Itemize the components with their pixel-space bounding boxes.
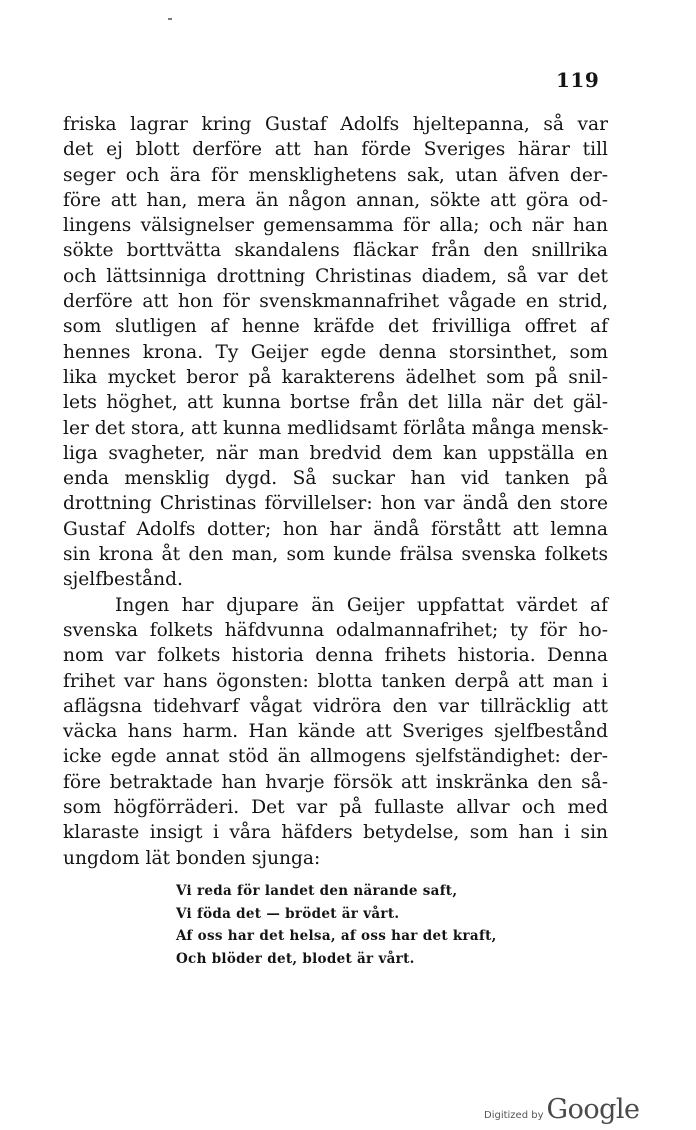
text-line: lets höghet, att kunna bortse från det lilla när det gäl- [63,392,608,414]
text-line: lingens välsignelser gemensamma för alla; och när han [63,215,608,237]
text-line: Ingen har djupare än Geijer uppfattat värdet af [115,594,608,616]
text-line: väcka hans harm. Han kände att Sveriges sjelfbestånd [63,721,608,743]
poem-line: Vi reda för landet den närande saft, [176,883,458,899]
text-line: nom var folkets historia denna frihets historia. Denna [63,645,608,667]
text-line: frihet var hans ögonsten: blotta tanken derpå att man i [63,670,608,692]
poem-stanza [176,880,497,971]
poem-line: Vi föda det — brödet är vårt. [176,905,400,922]
text-line: ler det stora, att kunna medlidsamt förlåta många mensk- [63,417,609,439]
paragraph-2 [63,593,608,871]
text-line: liga svagheter, när man bredvid dem kan uppställa en [63,442,608,464]
text-line: det ej blott derföre att han förde Sveriges härar till [63,139,608,161]
text-line: före att han, mera än någon annan, sökte att göra od- [63,189,608,211]
text-line: sjelfbestånd. [63,569,183,591]
text-line: hennes krona. Ty Geijer egde denna storsinthet, som [63,341,608,363]
text-line: lika mycket beror på karakterens ädelhet som på snil- [63,366,608,388]
scan-speck [168,18,172,20]
body-text [63,112,608,871]
text-line: ungdom lät bonden sjunga: [63,847,321,869]
poem-line: Af oss har det helsa, af oss har det kraft, [176,928,497,945]
watermark-prefix: Digitized by [484,1110,544,1121]
text-line: svenska folkets häfdvunna odalmannafrihet; ty för ho- [63,619,608,641]
text-line: icke egde annat stöd än allmogens sjelfständighet: der- [63,746,608,768]
text-line: före betraktade han hvarje försök att inskränka den så- [63,771,608,793]
text-line: sökte borttvätta skandalens fläckar från den snillrika [63,240,608,262]
page-number: 119 [556,68,600,92]
text-line: seger och ära för mensklighetens sak, utan äfven der- [63,164,608,186]
text-line: friska lagrar kring Gustaf Adolfs hjeltepanna, så var [63,114,608,135]
text-line: som högförräderi. Det var på fullaste allvar och med [63,797,608,819]
text-line: aflägsna tidehvarf vågat vidröra den var tillräcklig att [63,695,608,717]
google-logo: Google [546,1094,640,1125]
text-line: Gustaf Adolfs dotter; hon har ändå förstått att lemna [63,518,608,540]
text-line: derföre att hon för svenskmannafrihet vågade en strid, [63,291,608,313]
digitized-watermark [484,1094,639,1125]
text-line: klaraste insigt i våra häfders betydelse, som han i sin [63,822,608,844]
poem-line: Och blöder det, blodet är vårt. [176,951,415,968]
text-line: sin krona åt den man, som kunde frälsa svenska folkets [63,544,608,566]
text-line: som slutligen af henne kräfde det frivilliga offret af [63,316,608,338]
text-line: enda mensklig dygd. Så suckar han vid tanken på [63,468,608,490]
paragraph-1 [63,112,608,593]
text-line: drottning Christinas förvillelser: hon var ändå den store [63,493,608,515]
text-line: och lättsinniga drottning Christinas diadem, så var det [63,265,608,287]
